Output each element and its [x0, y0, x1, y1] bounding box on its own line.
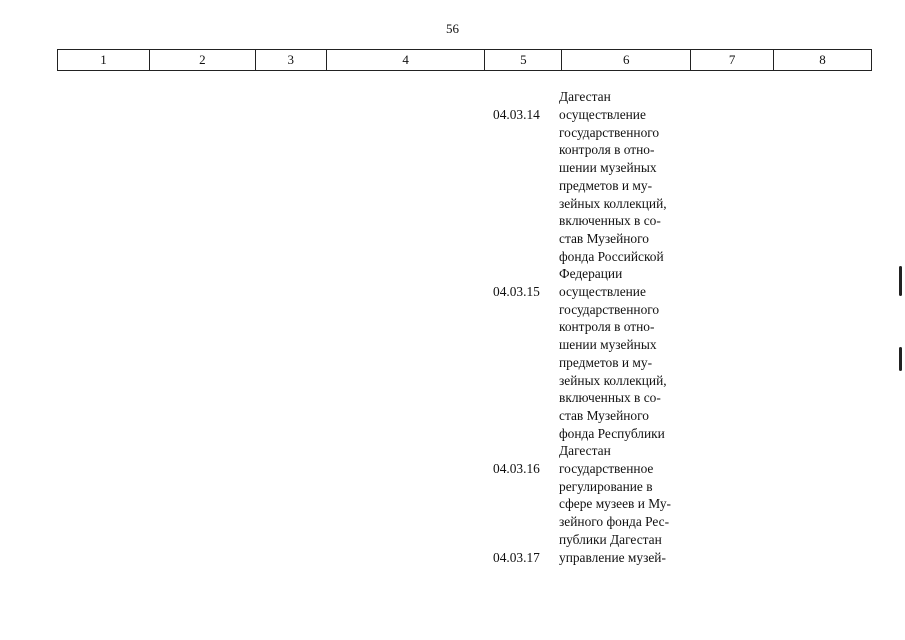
- entry-description-line: государственного: [559, 124, 660, 140]
- header-cell-5: 5: [485, 50, 562, 70]
- entry-description: [559, 549, 699, 567]
- entry-description-line: осуществление: [559, 107, 646, 122]
- entry-description: [559, 460, 699, 549]
- entry-description-line: публики Дагестан: [559, 531, 662, 547]
- entry-description-line: осуществление: [559, 284, 646, 299]
- entry-code: 04.03.15: [493, 284, 540, 299]
- entry-description-line: став Музейного: [559, 407, 649, 423]
- entry-description-line: сфере музеев и Му-: [559, 496, 671, 512]
- entry-description-line: управление музей-: [559, 549, 666, 565]
- entry-description-line: предметов и му-: [559, 177, 653, 193]
- entry-description-line: Дагестан: [559, 443, 611, 459]
- header-cell-6: 6: [562, 50, 691, 70]
- entry-description-line: шении музейных: [559, 337, 657, 353]
- entry-code: 04.03.14: [493, 107, 540, 122]
- entry-description-line: контроля в отно-: [559, 319, 655, 335]
- entry-description-line: фонда Российской: [559, 248, 664, 264]
- entry-description: [559, 106, 699, 283]
- entry-description-line: контроля в отно-: [559, 142, 655, 158]
- entry-description-line: государственное: [559, 461, 654, 476]
- page-number: 56: [446, 21, 459, 36]
- header-cell-7: 7: [691, 50, 774, 70]
- entry-description: [559, 283, 699, 460]
- entry-description-line: зейного фонда Рес-: [559, 514, 670, 530]
- entry-description-line: регулирование в: [559, 478, 653, 494]
- header-cell-8: 8: [774, 50, 872, 70]
- header-cell-4: 4: [327, 50, 486, 70]
- header-cell-3: 3: [256, 50, 327, 70]
- entry-description-line: Федерации: [559, 266, 623, 282]
- entry-description-line: включенных в со-: [559, 390, 661, 406]
- entry-description-line: фонда Республики: [559, 425, 665, 441]
- entry-description-line: включенных в со-: [559, 213, 661, 229]
- scan-margin-mark: [899, 347, 902, 371]
- entry-description-line: зейных коллекций,: [559, 195, 667, 211]
- entry-description-line: став Музейного: [559, 230, 649, 246]
- header-cell-1: 1: [58, 50, 150, 70]
- scan-margin-mark: [899, 266, 902, 296]
- entry-code: 04.03.16: [493, 461, 540, 476]
- continuation-text: Дагестан: [559, 89, 611, 104]
- entry-description-line: предметов и му-: [559, 354, 653, 370]
- header-cell-2: 2: [150, 50, 256, 70]
- table-header-row: [57, 49, 872, 71]
- entry-description-line: зейных коллекций,: [559, 372, 667, 388]
- entry-description-line: государственного: [559, 301, 660, 317]
- entry-code: 04.03.17: [493, 549, 540, 565]
- entry-description-line: шении музейных: [559, 160, 657, 176]
